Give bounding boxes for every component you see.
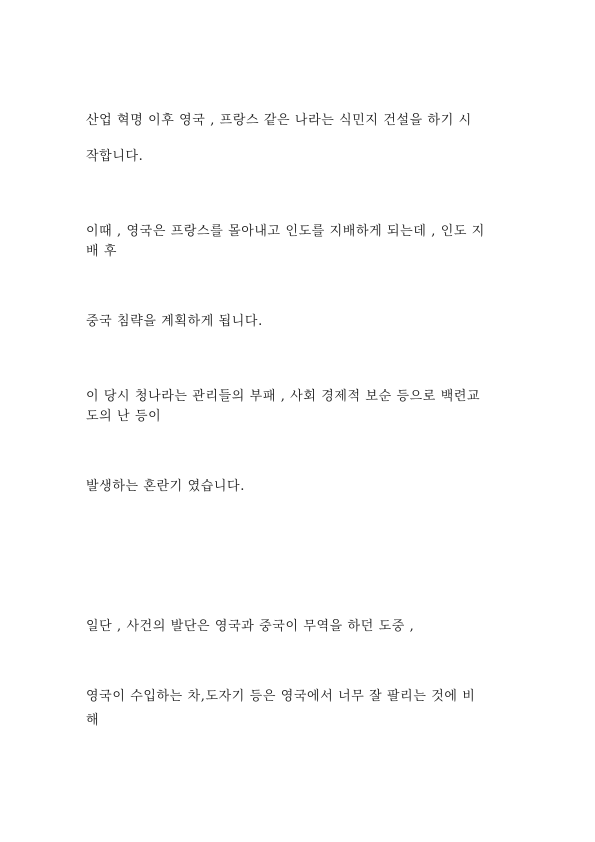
text-line: 영국이 수입하는 차,도자기 등은 영국에서 너무 잘 팔리는 것에 비 <box>86 689 476 704</box>
text-line: 일단 , 사건의 발단은 영국과 중국이 무역을 하던 도중 , <box>86 619 415 634</box>
text-line: 발생하는 혼란기 였습니다. <box>86 479 245 494</box>
text-line: 이때 , 영국은 프랑스를 몰아내고 인도를 지배하게 되는데 , 인도 지 <box>86 224 485 239</box>
text-line: 이 당시 청나라는 관리들의 부패 , 사회 경제적 보순 등으로 백련교 <box>86 389 481 404</box>
text-line: 중국 침략을 계획하게 됩니다. <box>86 314 263 329</box>
text-line: 해 <box>86 713 100 728</box>
text-line: 도의 난 등이 <box>86 409 162 424</box>
text-line: 산업 혁명 이후 영국 , 프랑스 같은 나라는 식민지 건설을 하기 시 <box>86 113 472 128</box>
text-line: 배 후 <box>86 244 118 259</box>
text-line: 작합니다. <box>86 149 144 164</box>
